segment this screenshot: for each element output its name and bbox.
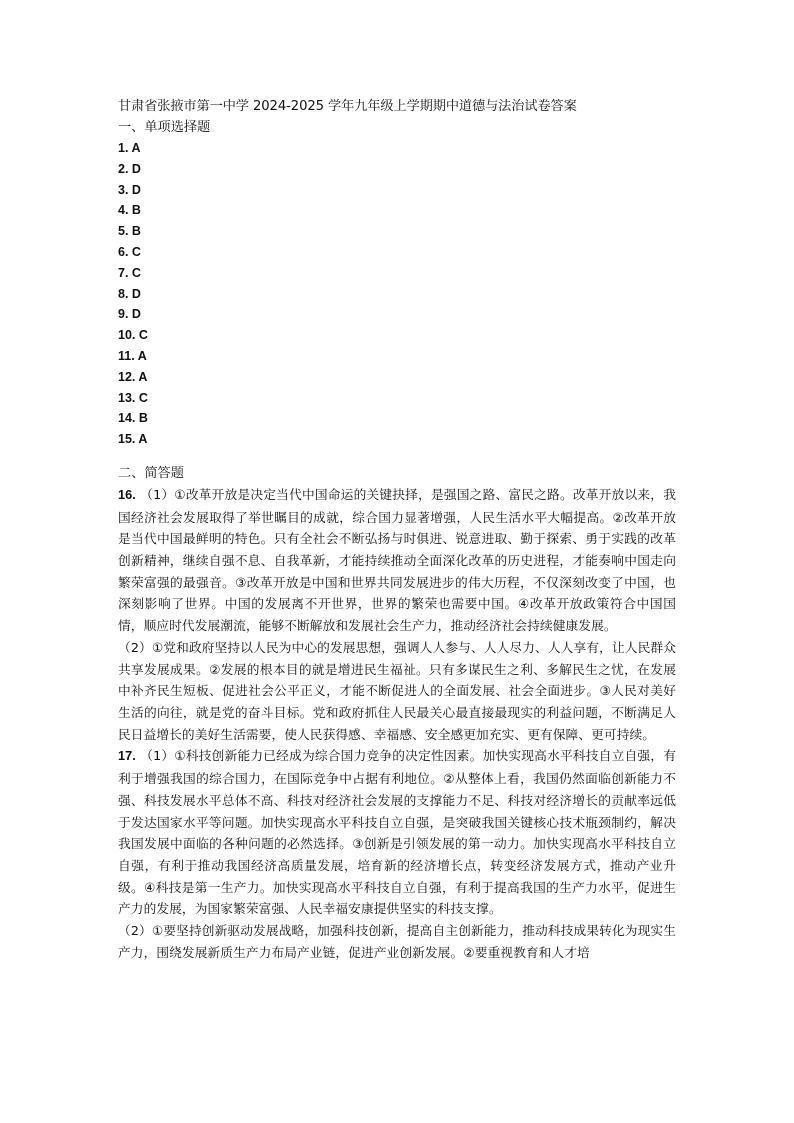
answer-item [118, 138, 676, 159]
answer-item [118, 429, 676, 450]
q17-part1-text: （1）①科技创新能力已经成为综合国力竞争的决定性因素。加快实现高水平科技自立自强，有利于增强我国的综合国力，在国际竞争中占据有利地位。②从整体上看，我国仍然面临创新能力不强、科技发展水平总体不高、科技对经济社会发展的支撑能力不足、科技对经济增长的贡献率远低于发达国家水平等问题。加快实现高水平科技自立自强，是突破我国关键核心技术瓶颈制约，解决我国发展中面临的各种问题的必然选择。③创新是引领发展的第一动力。加快实现高水平科技自立自强，有利于推动我国经济高质量发展，培育新的经济增长点，转变经济发展方式，推动产业升级。④科技是第一生产力。加快实现高水平科技自立自强，有利于提高我国的生产力水平，促进生产力的发展，为国家繁荣富强、人民幸福安康提供坚实的科技支撑。 [118, 748, 676, 917]
answer-item [118, 221, 676, 242]
answer-item [118, 263, 676, 284]
answer-choice: C [131, 265, 141, 280]
answer-item [118, 346, 676, 367]
section-heading-single-choice: 一、单项选择题 [118, 120, 211, 135]
answer-number: 5. [118, 224, 129, 239]
answer-item [118, 304, 676, 325]
answer-number: 13. [118, 390, 136, 405]
answer-choice: D [131, 182, 141, 197]
answer-item [118, 408, 676, 429]
answer-choice: B [138, 411, 148, 426]
answer-number: 12. [118, 369, 136, 384]
answer-number: 11. [118, 348, 135, 363]
q16-part1-text: （1）①改革开放是决定当代中国命运的关键抉择，是强国之路、富民之路。改革开放以来，我国经济社会发展取得了举世瞩目的成就，综合国力显著增强，人民生活水平大幅提高。②改革开放是当代中国最鲜明的特色。只有全社会不断弘扬与时俱进、锐意进取、勤于探索、勇于实践的改革创新精神，继续自强不息、自我革新，才能持续推动全面深化改革的历史进程，才能奏响中国走向繁荣富强的最强音。③改革开放是中国和世界共同发展进步的伟大历程，不仅深刻改变了中国，也深刻影响了世界。中国的发展离不开世界，世界的繁荣也需要中国。④改革开放政策符合中国国情，顺应时代发展潮流，能够不断解放和发展社会生产力，推动经济社会持续健康发展。 [118, 486, 676, 634]
answer-choice: D [131, 307, 141, 322]
q17-part2 [118, 920, 676, 963]
q16-number: 16. [118, 487, 136, 502]
answer-number: 7. [118, 265, 129, 280]
answer-number: 4. [118, 203, 129, 218]
q17-number: 17. [118, 749, 136, 764]
answer-number: 10. [118, 328, 136, 343]
answer-number: 15. [118, 432, 136, 447]
answer-choice: B [131, 203, 141, 218]
answer-number: 2. [118, 161, 129, 176]
answer-item [118, 367, 676, 388]
answer-choice: A [138, 369, 148, 384]
answer-choice: C [138, 328, 148, 343]
spacer [118, 450, 676, 464]
answer-item [118, 200, 676, 221]
answer-number: 6. [118, 244, 129, 259]
answer-number: 14. [118, 411, 136, 426]
answer-choice: A [138, 432, 148, 447]
document-title: 甘肃省张掖市第一中学 2024-2025 学年九年级上学期期中道德与法治试卷答案 [118, 99, 577, 114]
answer-choice: A [137, 348, 147, 363]
answer-item [118, 159, 676, 180]
answer-document [118, 96, 676, 963]
answer-number: 1. [118, 141, 129, 155]
answer-item [118, 388, 676, 409]
answer-number: 3. [118, 182, 129, 197]
answer-list [118, 138, 676, 450]
answer-number: 8. [118, 286, 129, 301]
answer-item [118, 242, 676, 263]
answer-choice: C [131, 244, 141, 259]
q16-part2-text: （2）①党和政府坚持以人民为中心的发展思想，强调人人参与、人人尽力、人人享有，让人民群众共享发展成果。②发展的根本目的就是增进民生福祉。只有多谋民生之利、多解民生之忧，在发展中补齐民生短板、促进社会公平正义，才能不断促进人的全面发展、社会全面进步。③人民对美好生活的向往，就是党的奋斗目标。党和政府抓住人民最关心最直接最现实的利益问题，不断满足人民日益增长的美好生活需要，使人民获得感、幸福感、安全感更加充实、更有保障、更可持续。 [118, 639, 676, 742]
q16-part2 [118, 637, 676, 746]
answer-number: 9. [118, 307, 129, 322]
answer-choice: C [138, 390, 148, 405]
answer-choice: B [131, 224, 141, 239]
answer-choice: D [131, 161, 141, 176]
answer-choice: D [131, 286, 141, 301]
answer-item [118, 180, 676, 201]
section-heading-short-answer: 二、简答题 [118, 465, 184, 481]
answer-choice: A [131, 141, 141, 155]
answer-item [118, 284, 676, 305]
q17-part2-text: （2）①要坚持创新驱动发展战略，加强科技创新，提高自主创新能力，推动科技成果转化为现实生产力，围绕发展新质生产力布局产业链，促进产业创新发展。②要重视教育和人才培 [118, 923, 676, 960]
q16-part1 [118, 484, 676, 637]
q17-part1 [118, 745, 676, 920]
answer-item [118, 325, 676, 346]
